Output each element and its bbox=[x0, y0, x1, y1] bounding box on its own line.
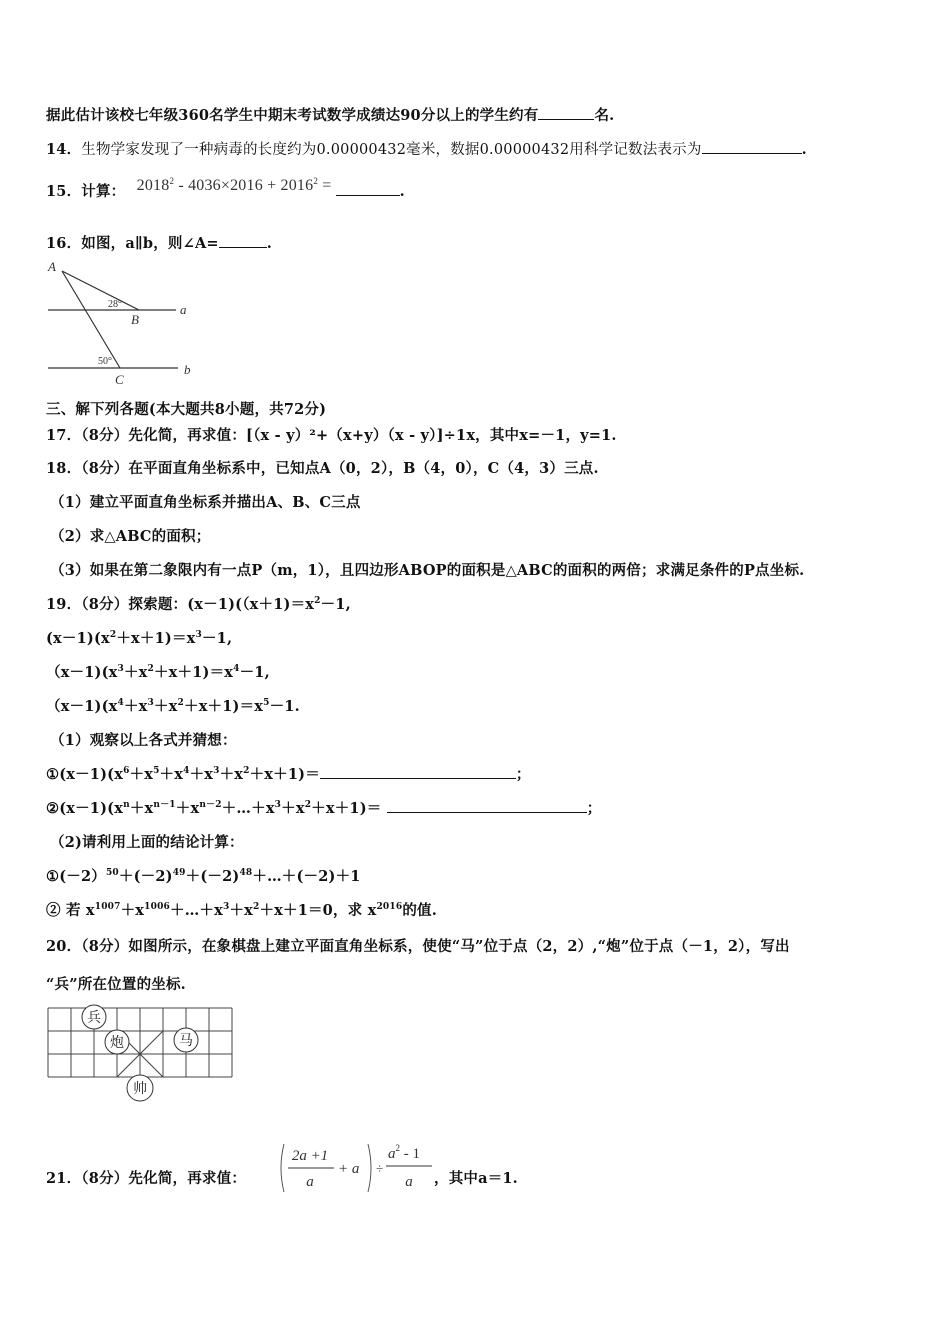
q14-text: 生物学家发现了一种病毒的长度约为0.00000432毫米，数据0.00000432用科学记数法表示为 bbox=[81, 142, 702, 158]
angle-C-label: 50° bbox=[98, 356, 112, 367]
q19-d2-exp: 2016 bbox=[376, 902, 403, 912]
chess-board-figure bbox=[44, 1000, 240, 1106]
q19-c2-exp: n－2 bbox=[199, 800, 222, 810]
q19-eq4-part: （x－1)(x bbox=[46, 698, 118, 715]
q15-exp-b: 2 bbox=[313, 176, 319, 186]
q19-d2-exp: 1007 bbox=[94, 902, 121, 912]
q19-c2-part: ＋x＋1)＝ bbox=[311, 800, 387, 817]
q19-eq1-b: －1, bbox=[320, 596, 351, 613]
question-18-part-2: （2）求△ABC的面积； bbox=[50, 528, 211, 545]
q15-expression bbox=[137, 177, 336, 194]
q19-c1-part: ＋x bbox=[129, 766, 154, 783]
question-20-line-2: “兵”所在位置的坐标. bbox=[46, 976, 186, 993]
q19-c1-exp: 4 bbox=[183, 766, 190, 776]
q21-tail: ，其中a＝1. bbox=[434, 1170, 518, 1187]
piece-pao-label: 炮 bbox=[110, 1036, 124, 1051]
q19-c1-part: ＋x bbox=[219, 766, 244, 783]
q19-c1-part: ＋x bbox=[159, 766, 184, 783]
q19-eq2 bbox=[46, 627, 232, 648]
question-20-line-1: 20．（8分）如图所示，在象棋盘上建立平面直角坐标系，使使“马”位于点（2，2）,“炮”位于点（－1，2），写出 bbox=[46, 938, 790, 955]
q19-d2-part: ＋x＋1＝0，求 x bbox=[259, 902, 377, 919]
q19-d1-part: ＋(－2) bbox=[185, 868, 240, 885]
q19-c2-part: ②(x－1)(x bbox=[46, 800, 124, 817]
q19-eq3 bbox=[46, 661, 270, 682]
answer-blank[interactable] bbox=[320, 764, 516, 779]
q14-number: 14． bbox=[46, 141, 82, 158]
piece-pao bbox=[105, 1030, 129, 1054]
section-3-title: 三、解下列各题(本大题共8小题，共72分) bbox=[46, 401, 327, 418]
piece-bing-label: 兵 bbox=[87, 1011, 101, 1026]
q19-c1-exp: 6 bbox=[123, 766, 130, 776]
piece-shuai-label: 帅 bbox=[133, 1082, 147, 1097]
question-17: 17．（8分）先化简，再求值：[（x - y）²+（x+y）（x - y）]÷1x，其中x=－1，y=1. bbox=[46, 427, 617, 444]
question-18-stem: 18．（8分）在平面直角坐标系中，已知点A（0，2），B（4，0），C（4，3）三点. bbox=[46, 460, 599, 477]
q15-term-a: 2018 bbox=[136, 177, 170, 194]
q19-c1-part: ＋x＋1)＝ bbox=[249, 766, 320, 783]
q19-eq4-part: ＋x bbox=[123, 698, 148, 715]
q21-expression bbox=[276, 1140, 438, 1196]
piece-bing bbox=[82, 1005, 106, 1029]
q16-text: 如图，a∥b，则∠A= bbox=[81, 235, 219, 252]
q19-eq4-part: －1. bbox=[269, 698, 300, 715]
q19-d2-part: ② 若 x bbox=[46, 902, 95, 919]
q19-eq4-part: ＋x＋1)＝x bbox=[184, 698, 264, 715]
q19-c2-exp: 2 bbox=[304, 800, 312, 810]
question-21 bbox=[46, 1167, 246, 1188]
frac1-denominator: a bbox=[306, 1174, 314, 1190]
piece-ma-label: 马 bbox=[179, 1034, 193, 1049]
q19-eq4-exp: 3 bbox=[147, 698, 154, 708]
q19-eq4 bbox=[46, 695, 300, 716]
q19-eq3-part: －1, bbox=[239, 664, 270, 681]
q19-eq2-part: (x－1)(x bbox=[46, 630, 110, 647]
frac2-base: a bbox=[388, 1146, 396, 1162]
q19-eq3-exp: 3 bbox=[117, 664, 124, 674]
q19-d2-part: ＋x bbox=[120, 902, 145, 919]
q19-guess-2 bbox=[46, 797, 601, 818]
divide-sign: ÷ bbox=[376, 1161, 384, 1176]
q19-c2-exp: n－1 bbox=[153, 800, 176, 810]
q19-d1-part: ＋(－2) bbox=[118, 868, 173, 885]
q19-d2-exp: 1006 bbox=[144, 902, 171, 912]
answer-blank[interactable] bbox=[336, 181, 400, 196]
q19-calc-1 bbox=[46, 865, 361, 886]
question-14 bbox=[46, 138, 807, 159]
q19-c2-part: ＋x bbox=[281, 800, 305, 817]
q15-equals: = bbox=[318, 177, 336, 194]
question-18-part-3: （3）如果在第二象限内有一点P（m，1），且四边形ABOP的面积是△ABC的面积的两倍；求满足条件的P点坐标. bbox=[50, 562, 805, 579]
frac1-numerator: 2a +1 bbox=[291, 1148, 329, 1164]
q19-eq2-part: －1, bbox=[201, 630, 233, 647]
q19-c2-exp: 3 bbox=[274, 800, 282, 810]
q19-eq2-part: ＋x＋1)＝x bbox=[116, 630, 196, 647]
q19-eq1-exp: 2 bbox=[314, 596, 321, 606]
q19-c1-exp: 5 bbox=[153, 766, 160, 776]
q19-eq4-part: ＋x bbox=[153, 698, 178, 715]
q19-eq3-part: ＋x＋1)＝x bbox=[153, 664, 234, 681]
q19-c2-part: ＋x bbox=[129, 800, 154, 817]
q19-d2-part: ＋…＋x bbox=[170, 902, 223, 919]
q16-number: 16． bbox=[46, 235, 82, 252]
q19-eq2-exp: 3 bbox=[195, 630, 202, 640]
q19-eq3-part: （x－1)(x bbox=[46, 664, 118, 681]
answer-blank[interactable] bbox=[538, 105, 594, 120]
question-19-part-1: （1）观察以上各式并猜想： bbox=[50, 732, 237, 749]
label-A: A bbox=[48, 259, 56, 274]
q19-c1-exp: 3 bbox=[213, 766, 220, 776]
q19-guess-1 bbox=[46, 763, 531, 784]
q19-eq3-part: ＋x bbox=[123, 664, 148, 681]
q13-tail bbox=[46, 104, 614, 125]
question-18-part-1: （1）建立平面直角坐标系并描出A、B、C三点 bbox=[50, 494, 361, 511]
q19-c2-exp: n bbox=[123, 800, 130, 810]
q19-eq4-exp: 4 bbox=[117, 698, 124, 708]
q15-number: 15． bbox=[46, 183, 82, 200]
q19-calc-2 bbox=[46, 899, 437, 920]
label-B: B bbox=[131, 312, 139, 327]
q14-end: . bbox=[801, 141, 807, 158]
q15-term-b: - 4036×2016 + 2016 bbox=[174, 177, 314, 194]
right-paren bbox=[368, 1144, 371, 1192]
label-a: a bbox=[180, 302, 187, 317]
q19-eq1-a: (x－1)(（x＋1)＝x bbox=[187, 596, 315, 613]
q19-eq4-exp: 2 bbox=[177, 698, 184, 708]
q19-c2-part: ＋…＋x bbox=[221, 800, 275, 817]
answer-blank[interactable] bbox=[387, 798, 587, 813]
q19-d2-part: 的值. bbox=[402, 902, 437, 919]
q19-eq3-exp: 2 bbox=[147, 664, 154, 674]
frac2-numerator bbox=[388, 1143, 420, 1162]
q21-label: 21．（8分）先化简，再求值： bbox=[46, 1170, 247, 1187]
q19-d1-part: ＋…＋(－2)＋1 bbox=[252, 868, 361, 885]
q19-d1-exp: 49 bbox=[172, 868, 186, 878]
q15-end: . bbox=[399, 183, 405, 200]
q19-d2-exp: 2 bbox=[252, 902, 260, 912]
q19-d1-part: ①(－2） bbox=[46, 868, 106, 885]
answer-blank[interactable] bbox=[702, 139, 802, 154]
q19-c1-part: ①(x－1)(x bbox=[46, 766, 124, 783]
q19-c1-exp: 2 bbox=[243, 766, 250, 776]
q19-c1-end: ； bbox=[515, 766, 531, 783]
q19-d2-part: ＋x bbox=[229, 902, 253, 919]
plus-a: + a bbox=[338, 1161, 360, 1177]
question-16 bbox=[46, 232, 272, 253]
frac2-exp: 2 bbox=[395, 1143, 400, 1153]
q19-number: 19．（8分）探索题： bbox=[46, 596, 188, 613]
parallel-lines-figure bbox=[44, 258, 214, 388]
q19-d2-exp: 3 bbox=[222, 902, 230, 912]
q19-eq4-exp: 5 bbox=[263, 698, 270, 708]
board-grid bbox=[48, 1008, 232, 1077]
label-b: b bbox=[184, 362, 191, 377]
q15-label: 计算： bbox=[81, 183, 126, 200]
question-19-part-2: （2)请利用上面的结论计算： bbox=[50, 834, 244, 851]
frac2-denominator: a bbox=[405, 1174, 413, 1190]
angle-B-label: 28° bbox=[108, 299, 122, 310]
q19-c1-part: ＋x bbox=[189, 766, 214, 783]
piece-ma bbox=[174, 1028, 198, 1052]
left-paren bbox=[281, 1144, 284, 1192]
piece-shuai bbox=[127, 1075, 153, 1101]
question-15 bbox=[46, 176, 405, 201]
q19-eq2-exp: 2 bbox=[109, 630, 117, 640]
q19-d1-exp: 50 bbox=[105, 868, 119, 878]
frac2-tail: - 1 bbox=[400, 1146, 420, 1162]
q16-end: . bbox=[266, 235, 272, 252]
q13-text: 据此估计该校七年级360名学生中期末考试数学成绩达90分以上的学生约有 bbox=[46, 107, 539, 124]
q15-exp-a: 2 bbox=[169, 176, 175, 186]
q13-end: 名. bbox=[594, 107, 615, 124]
q19-c2-part: ＋x bbox=[175, 800, 200, 817]
q19-d1-exp: 48 bbox=[239, 868, 253, 878]
q19-c2-end: ； bbox=[586, 800, 602, 817]
question-19-stem bbox=[46, 593, 351, 614]
label-C: C bbox=[115, 372, 124, 387]
q19-eq3-exp: 4 bbox=[233, 664, 240, 674]
answer-blank[interactable] bbox=[219, 233, 267, 248]
